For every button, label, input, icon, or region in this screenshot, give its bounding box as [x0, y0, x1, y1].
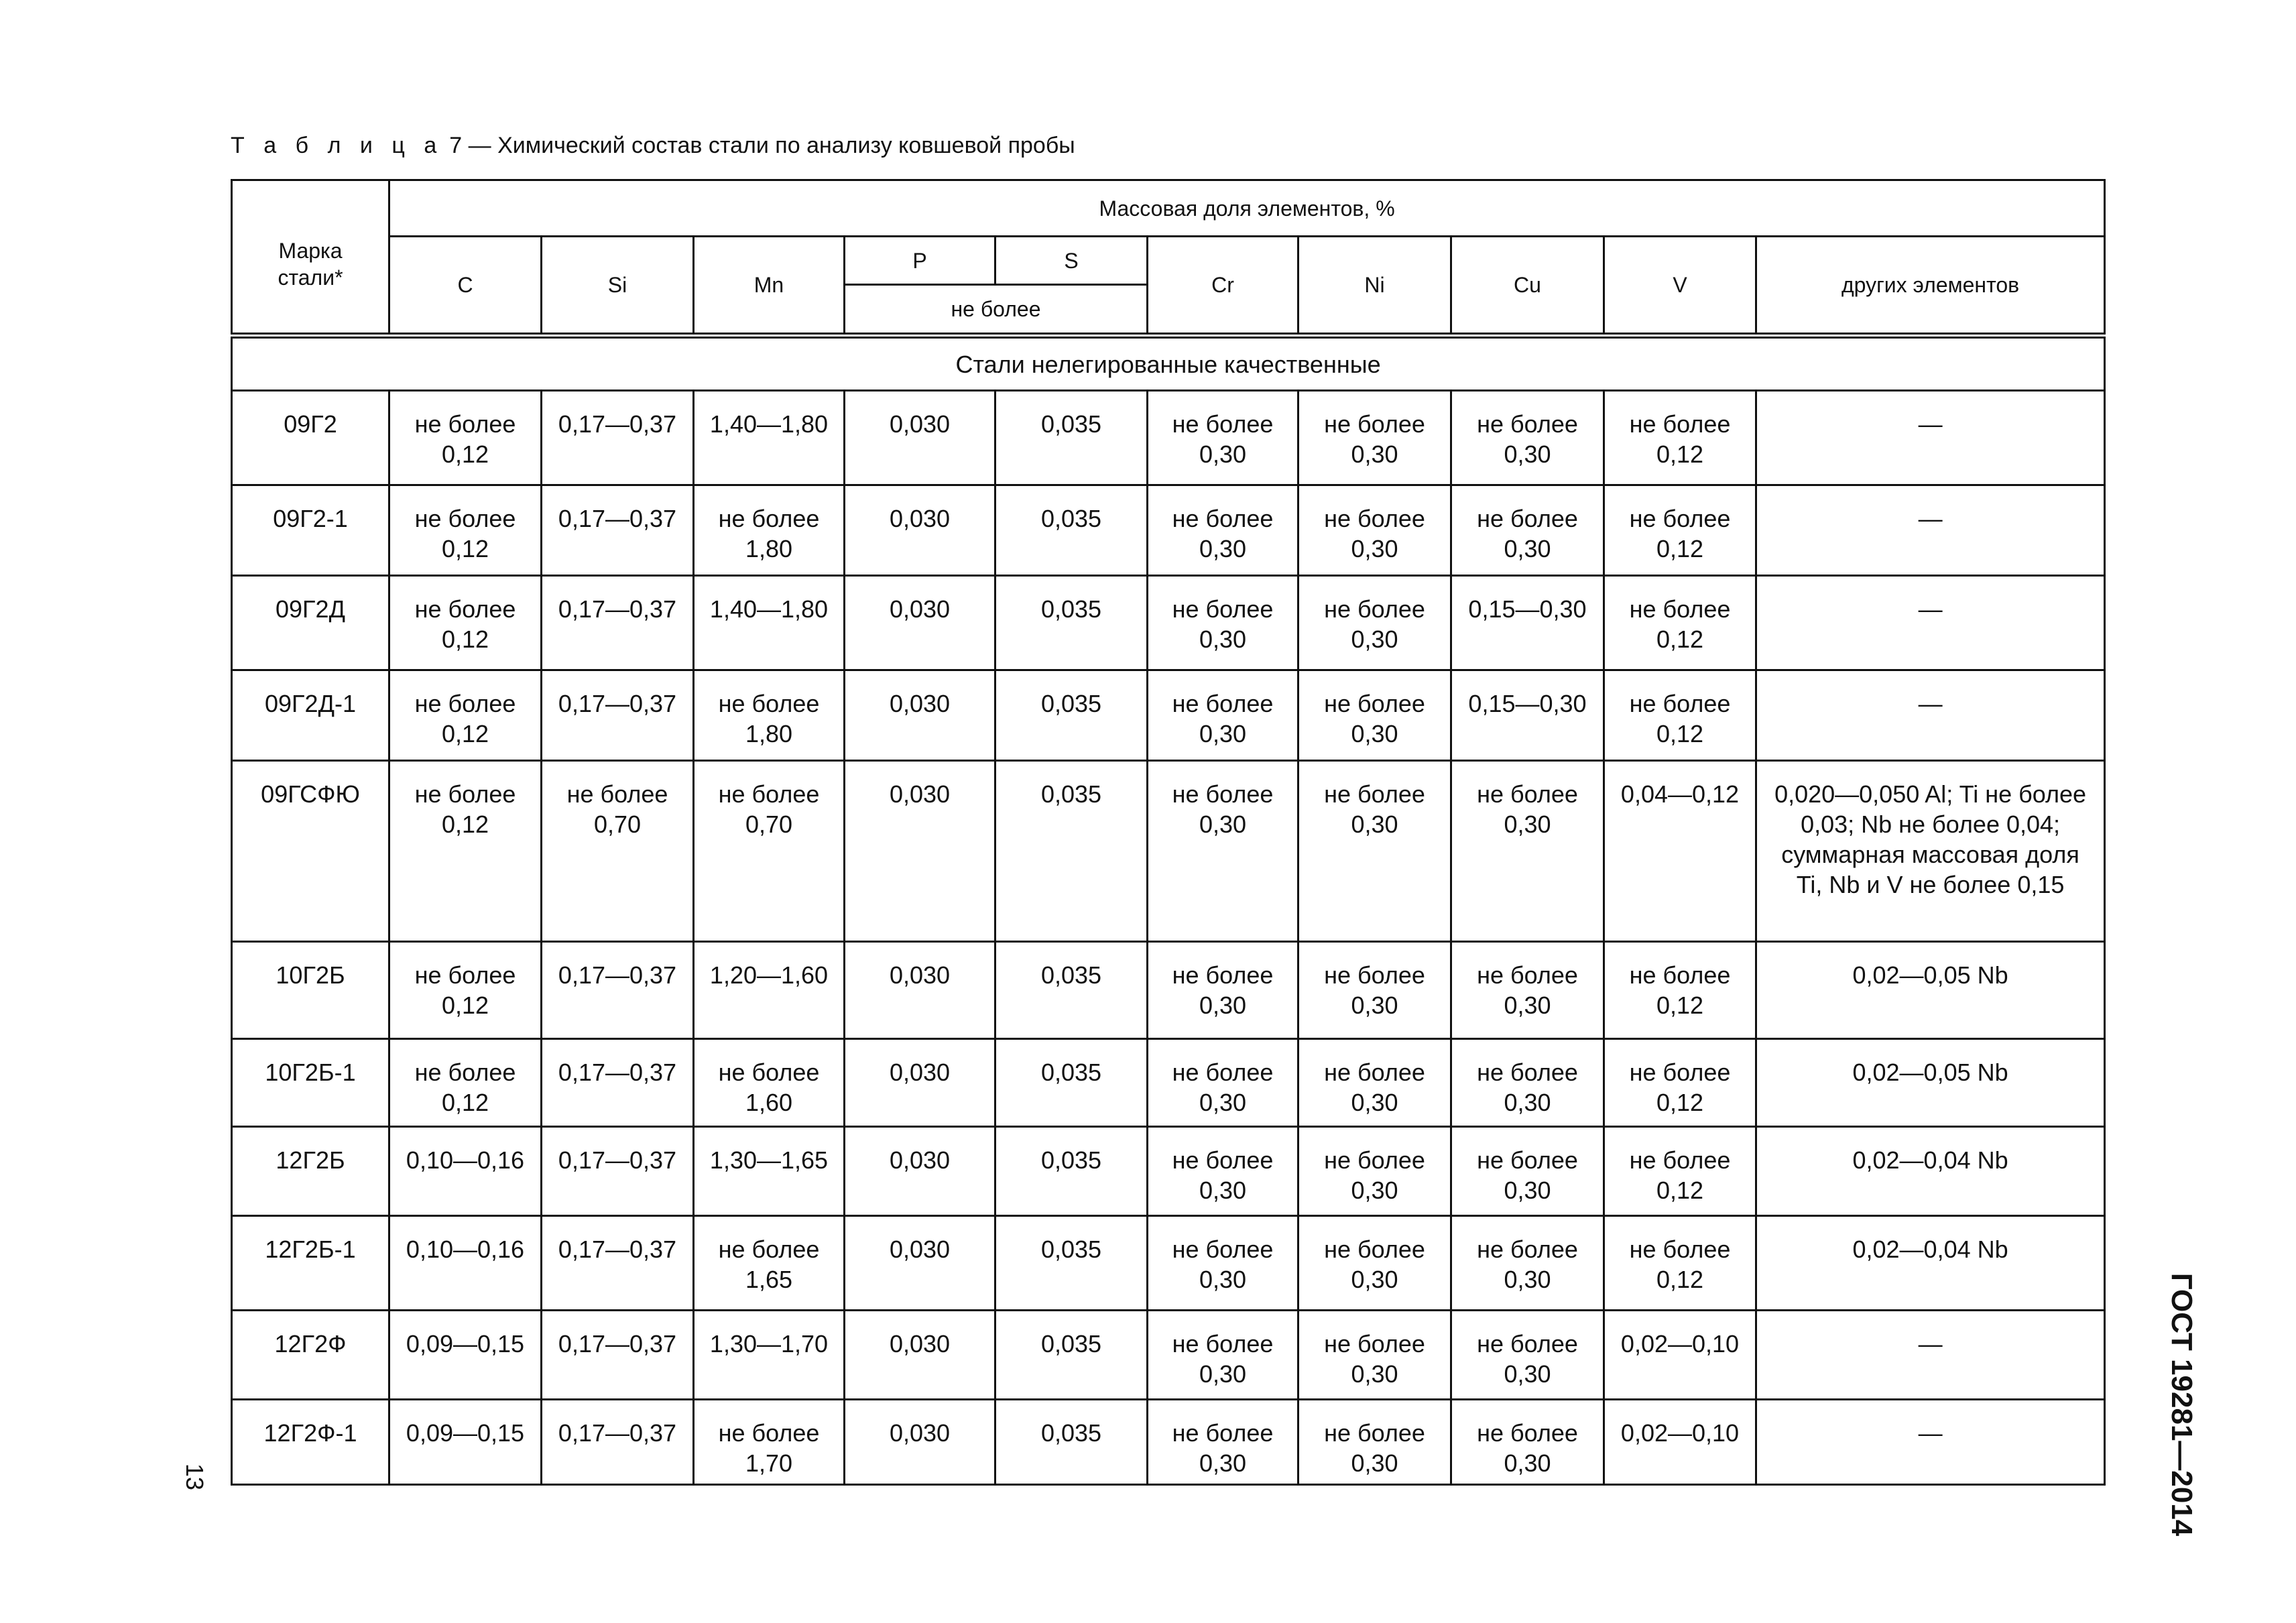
table-row — [232, 1039, 2105, 1127]
table-row — [232, 761, 2105, 942]
header-si: Si — [542, 237, 694, 336]
cell-c: не более 0,12 — [389, 485, 542, 576]
cell-cu: не более 0,30 — [1451, 391, 1604, 485]
cell-si: 0,17—0,37 — [542, 391, 694, 485]
cell-cr: не более 0,30 — [1148, 1127, 1298, 1216]
cell-cr: не более 0,30 — [1148, 1039, 1298, 1127]
table-row — [232, 1400, 2105, 1485]
cell-p: 0,030 — [845, 1400, 995, 1485]
cell-s: 0,035 — [995, 670, 1148, 761]
cell-ni: не более 0,30 — [1298, 391, 1451, 485]
cell-cr: не более 0,30 — [1148, 942, 1298, 1039]
cell-mn: не более 1,80 — [694, 485, 845, 576]
cell-cu: не более 0,30 — [1451, 1400, 1604, 1485]
cell-cu: не более 0,30 — [1451, 1039, 1604, 1127]
cell-other: — — [1756, 576, 2105, 670]
cell-cu: не более 0,30 — [1451, 761, 1604, 942]
cell-cr: не более 0,30 — [1148, 761, 1298, 942]
cell-mn: не более 1,65 — [694, 1216, 845, 1311]
table-body — [232, 336, 2105, 1485]
cell-ni: не более 0,30 — [1298, 485, 1451, 576]
table-row — [232, 1127, 2105, 1216]
cell-grade: 09ГСФЮ — [232, 761, 389, 942]
cell-s: 0,035 — [995, 1311, 1148, 1400]
cell-p: 0,030 — [845, 1127, 995, 1216]
header-ni: Ni — [1298, 237, 1451, 336]
cell-s: 0,035 — [995, 1127, 1148, 1216]
cell-v: не более 0,12 — [1604, 485, 1756, 576]
cell-ni: не более 0,30 — [1298, 1216, 1451, 1311]
cell-s: 0,035 — [995, 485, 1148, 576]
cell-other: 0,02—0,05 Nb — [1756, 942, 2105, 1039]
cell-si: 0,17—0,37 — [542, 670, 694, 761]
cell-si: 0,17—0,37 — [542, 942, 694, 1039]
cell-cu: не более 0,30 — [1451, 1127, 1604, 1216]
header-c: C — [389, 237, 542, 336]
cell-s: 0,035 — [995, 942, 1148, 1039]
cell-ni: не более 0,30 — [1298, 670, 1451, 761]
cell-grade: 12Г2Ф-1 — [232, 1400, 389, 1485]
header-v: V — [1604, 237, 1756, 336]
cell-s: 0,035 — [995, 576, 1148, 670]
cell-cu: не более 0,30 — [1451, 1216, 1604, 1311]
table-caption-text: 7 — Химический состав стали по анализу ковшевой пробы — [449, 133, 1075, 158]
cell-cu: 0,15—0,30 — [1451, 576, 1604, 670]
cell-other: 0,020—0,050 Al; Ti не более 0,03; Nb не более 0,04; суммарная массовая доля Ti, Nb и V не более 0,15 — [1756, 761, 2105, 942]
cell-mn: 1,40—1,80 — [694, 576, 845, 670]
cell-mn: не более 1,70 — [694, 1400, 845, 1485]
cell-other: 0,02—0,04 Nb — [1756, 1216, 2105, 1311]
cell-p: 0,030 — [845, 1216, 995, 1311]
cell-cu: не более 0,30 — [1451, 1311, 1604, 1400]
cell-cr: не более 0,30 — [1148, 485, 1298, 576]
cell-p: 0,030 — [845, 670, 995, 761]
cell-v: не более 0,12 — [1604, 942, 1756, 1039]
cell-v: не более 0,12 — [1604, 1216, 1756, 1311]
cell-p: 0,030 — [845, 1039, 995, 1127]
cell-other: 0,02—0,04 Nb — [1756, 1127, 2105, 1216]
table-row — [232, 576, 2105, 670]
cell-p: 0,030 — [845, 942, 995, 1039]
table-row — [232, 1216, 2105, 1311]
cell-v: не более 0,12 — [1604, 576, 1756, 670]
cell-other: — — [1756, 1400, 2105, 1485]
header-cr: Cr — [1148, 237, 1298, 336]
cell-mn: не более 0,70 — [694, 761, 845, 942]
cell-ni: не более 0,30 — [1298, 1311, 1451, 1400]
cell-p: 0,030 — [845, 1311, 995, 1400]
cell-v: 0,04—0,12 — [1604, 761, 1756, 942]
cell-ni: не более 0,30 — [1298, 1127, 1451, 1216]
cell-cr: не более 0,30 — [1148, 1400, 1298, 1485]
cell-p: 0,030 — [845, 576, 995, 670]
header-not-more: не более — [845, 285, 1148, 336]
cell-c: не более 0,12 — [389, 576, 542, 670]
cell-si: 0,17—0,37 — [542, 1400, 694, 1485]
table-caption — [231, 133, 1075, 159]
cell-mn: 1,30—1,70 — [694, 1311, 845, 1400]
cell-other: — — [1756, 391, 2105, 485]
cell-c: 0,10—0,16 — [389, 1216, 542, 1311]
cell-cr: не более 0,30 — [1148, 576, 1298, 670]
cell-s: 0,035 — [995, 1400, 1148, 1485]
cell-c: 0,09—0,15 — [389, 1400, 542, 1485]
cell-cu: не более 0,30 — [1451, 485, 1604, 576]
cell-si: не более 0,70 — [542, 761, 694, 942]
cell-v: не более 0,12 — [1604, 1039, 1756, 1127]
header-p: P — [845, 237, 995, 285]
cell-c: не более 0,12 — [389, 942, 542, 1039]
cell-mn: не более 1,80 — [694, 670, 845, 761]
cell-c: не более 0,12 — [389, 1039, 542, 1127]
cell-p: 0,030 — [845, 485, 995, 576]
cell-grade: 09Г2Д-1 — [232, 670, 389, 761]
header-other: других элементов — [1756, 237, 2105, 336]
table-header — [232, 180, 2105, 336]
cell-cu: не более 0,30 — [1451, 942, 1604, 1039]
cell-c: 0,09—0,15 — [389, 1311, 542, 1400]
header-grade: Марка стали* — [232, 180, 389, 336]
cell-grade: 10Г2Б-1 — [232, 1039, 389, 1127]
table-row — [232, 942, 2105, 1039]
document-id: ГОСТ 19281—2014 — [2165, 1272, 2198, 1537]
cell-grade: 12Г2Ф — [232, 1311, 389, 1400]
chemical-composition-table — [231, 179, 2106, 1486]
cell-s: 0,035 — [995, 391, 1148, 485]
cell-cr: не более 0,30 — [1148, 391, 1298, 485]
cell-mn: 1,20—1,60 — [694, 942, 845, 1039]
cell-c: не более 0,12 — [389, 761, 542, 942]
cell-grade: 10Г2Б — [232, 942, 389, 1039]
section-title: Стали нелегированные качественные — [232, 336, 2105, 391]
cell-p: 0,030 — [845, 761, 995, 942]
cell-other: — — [1756, 670, 2105, 761]
table-caption-label: Т а б л и ц а — [231, 133, 443, 158]
cell-mn: не более 1,60 — [694, 1039, 845, 1127]
cell-c: не более 0,12 — [389, 391, 542, 485]
cell-grade: 09Г2Д — [232, 576, 389, 670]
table-row — [232, 391, 2105, 485]
header-mass-fraction: Массовая доля элементов, % — [389, 180, 2105, 237]
cell-grade: 09Г2-1 — [232, 485, 389, 576]
cell-ni: не более 0,30 — [1298, 1400, 1451, 1485]
cell-si: 0,17—0,37 — [542, 485, 694, 576]
cell-other: — — [1756, 485, 2105, 576]
cell-s: 0,035 — [995, 1039, 1148, 1127]
cell-c: не более 0,12 — [389, 670, 542, 761]
cell-mn: 1,30—1,65 — [694, 1127, 845, 1216]
cell-other: 0,02—0,05 Nb — [1756, 1039, 2105, 1127]
cell-s: 0,035 — [995, 761, 1148, 942]
cell-ni: не более 0,30 — [1298, 942, 1451, 1039]
cell-cu: 0,15—0,30 — [1451, 670, 1604, 761]
cell-si: 0,17—0,37 — [542, 576, 694, 670]
cell-cr: не более 0,30 — [1148, 1216, 1298, 1311]
cell-v: не более 0,12 — [1604, 391, 1756, 485]
cell-grade: 09Г2 — [232, 391, 389, 485]
page-number: 13 — [181, 1463, 208, 1491]
cell-ni: не более 0,30 — [1298, 761, 1451, 942]
cell-v: не более 0,12 — [1604, 1127, 1756, 1216]
table-row — [232, 670, 2105, 761]
header-cu: Cu — [1451, 237, 1604, 336]
cell-cr: не более 0,30 — [1148, 1311, 1298, 1400]
cell-si: 0,17—0,37 — [542, 1127, 694, 1216]
cell-si: 0,17—0,37 — [542, 1039, 694, 1127]
cell-grade: 12Г2Б — [232, 1127, 389, 1216]
cell-other: — — [1756, 1311, 2105, 1400]
header-mn: Mn — [694, 237, 845, 336]
cell-c: 0,10—0,16 — [389, 1127, 542, 1216]
cell-v: не более 0,12 — [1604, 670, 1756, 761]
cell-grade: 12Г2Б-1 — [232, 1216, 389, 1311]
table-row — [232, 1311, 2105, 1400]
cell-ni: не более 0,30 — [1298, 576, 1451, 670]
cell-p: 0,030 — [845, 391, 995, 485]
header-s: S — [995, 237, 1148, 285]
table-row — [232, 485, 2105, 576]
cell-v: 0,02—0,10 — [1604, 1400, 1756, 1485]
cell-ni: не более 0,30 — [1298, 1039, 1451, 1127]
cell-cr: не более 0,30 — [1148, 670, 1298, 761]
cell-v: 0,02—0,10 — [1604, 1311, 1756, 1400]
cell-s: 0,035 — [995, 1216, 1148, 1311]
cell-mn: 1,40—1,80 — [694, 391, 845, 485]
cell-si: 0,17—0,37 — [542, 1311, 694, 1400]
cell-si: 0,17—0,37 — [542, 1216, 694, 1311]
